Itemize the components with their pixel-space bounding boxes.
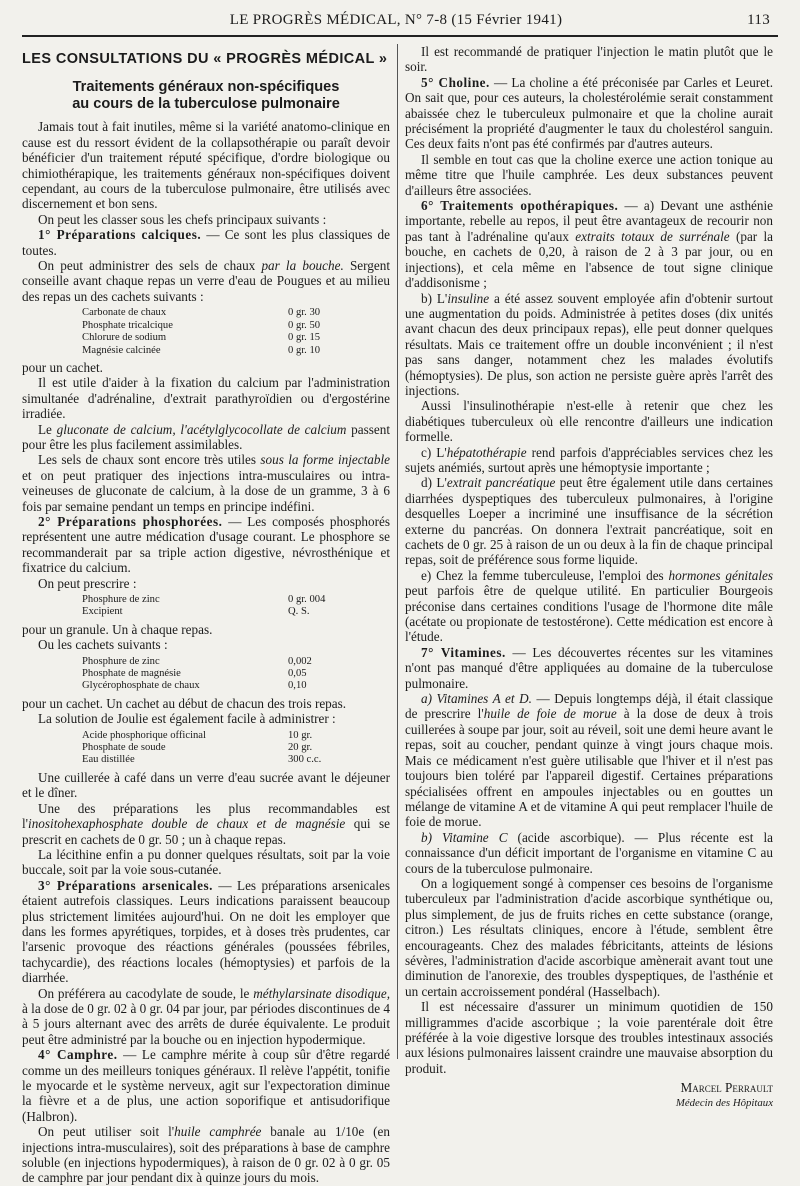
section-7-heading: 7° Vitamines. — [421, 644, 506, 660]
recipe-1-note: pour un cachet. — [22, 359, 103, 375]
section-1-paragraph-2: On peut administrer des sels de chaux par la bouche. Sergent conseille avant chaque repas un verre d'eau de Pougues et au milieu des repas un des cachets suivants : — [22, 258, 390, 304]
recipe-3 — [82, 656, 390, 693]
section-4-paragraph-3: Il est recommandé de pratiquer l'injection le matin plutôt que le soir. — [405, 44, 773, 75]
section-6-paragraph-e: e) Chez la femme tuberculeuse, l'emploi des hormones génitales peut parfois être de quelque utilité. En particulier Bourgeois préconise dans certaines conditions l'usage de l'hormone dite mâle (acétate ou propionate de testostérone). Cette médication est encore à l'étude. — [405, 567, 773, 645]
recipe-row: Phosphure de zinc 0,002 — [82, 655, 312, 667]
section-2-paragraph-5: Une cuillerée à café dans un verre d'eau sucrée avant le déjeuner et le dîner. — [22, 769, 390, 801]
section-1-heading: 1° Préparations calciques. — [38, 227, 202, 243]
section-6-paragraph-b2: Aussi l'insulinothérapie n'est-elle à retenir que chez les diabétiques tuberculeux où elle rencontre d'ailleurs une indication formelle. — [405, 398, 773, 445]
recipe-row: Acide phosphorique officinal 10 gr. — [82, 729, 313, 741]
recipe-4 — [82, 730, 390, 767]
recipe-2 — [82, 594, 390, 619]
recipe-row: Magnésie calcinée 0 gr. 10 — [82, 344, 321, 356]
section-7-paragraph-b2: On a logiquement songé à compenser ces besoins de l'organisme tuberculeux par l'administration d'acide ascorbique synthétique ou, plus simplement, de jus de fruits riches en cette substance (orange, citron.) Les résultats cliniques, encore à l'étude, semblent être encourageants. Chez des malades fébricitants, atteints de lésions sévères, l'administration d'acide ascorbique amènerait avant tout une diminution de l'anorexie, des troubles dyspeptiques, de l'asthénie et un certain accroissement pondéral (Hasselbach). — [405, 875, 773, 999]
left-column — [22, 44, 391, 1186]
section-3-paragraph-2: On préférera au cacodylate de soude, le méthylarsinate disodique, à la dose de 0 gr. 02 à 0 gr. 04 par jour, par périodes discontinues de 4 à 5 jours alternant avec des arrêts de durée équivalente. Le produit peut être administré par la bouche ou en injection hypodermique. — [22, 985, 390, 1047]
section-7-paragraph-b: b) Vitamine C (acide ascorbique). — Plus récente est la connaissance d'un déficit important de l'organisme en vitamine C au cours de la tuberculose pulmonaire. — [405, 829, 773, 876]
article-title-line-1: Traitements généraux non-spécifiques — [72, 79, 340, 96]
section-5-heading: 5° Choline. — [421, 74, 490, 90]
recipe-2-note: pour un granule. Un à chaque repas. — [22, 621, 213, 637]
author-role: Médecin des Hôpitaux — [675, 1096, 773, 1109]
recipe-1 — [82, 307, 390, 357]
section-4-paragraph-2: On peut utiliser soit l'huile camphrée banale au 1/10e (en injections intra-musculaires), soit des préparations à base de camphre soluble (en injections hypodermiques), à raison de 0 gr. 02 à 0 gr. 05 de camphre par jour pendant dix à quinze jours du mois. — [22, 1124, 390, 1186]
section-heading: LES CONSULTATIONS DU « PROGRÈS MÉDICAL » — [22, 51, 388, 67]
section-5-paragraph-2: Il semble en tout cas que la choline exerce une action tonique au même titre que l'huile camphrée. Les deux substances peuvent d'ailleurs être associées. — [405, 151, 773, 198]
running-title: LE PROGRÈS MÉDICAL, N° 7-8 (15 Février 1941) — [229, 12, 563, 28]
recipe-row: Eau distillée 300 c.c. — [82, 754, 322, 766]
section-5-paragraph: 5° Choline. — La choline a été préconisée par Carles et Leuret. On sait que, pour ces auteurs, la cholestérolémie serait constamment abaissée chez le tuberculeux pulmonaire et que la choline aurait précisément la propriété d'augmenter le taux du cholestérol sanguin. Ces deux faits n'ont pas été confirmés par d'autres auteurs. — [405, 74, 773, 152]
section-6-paragraph-a: 6° Traitements opothérapiques. — a) Devant une asthénie importante, rebelle au repos, il peut être avantageux de recourir non pas tant à l'adrénaline qu'aux extraits totaux de surrénale (par la bouche, en cachets de 0,20, à raison de 2 à 3 par jour, ou en injections), et cela même en l'absence de tout signe clinique d'addisonisme ; — [405, 198, 774, 291]
section-6-paragraph-b: b) L'insuline a été assez souvent employée afin d'obtenir surtout une augmentation du poids. Administrée à petites doses (dix unités avant chacun des deux principaux repas), elle peut donner quelques résultats. Mais ce traitement offre un double inconvénient ; il n'est pas sans danger, notamment chez les malades évolutifs (hémoptysies). De plus, son action ne persiste guère après l'arrêt des injections. — [405, 290, 773, 398]
recipe-row: Chlorure de sodium 0 gr. 15 — [82, 332, 321, 344]
column-divider — [397, 44, 398, 1059]
section-1-paragraph-3: Il est utile d'aider à la fixation du calcium par l'administration simultanée d'adrénaline, d'extrait parathyroïdien ou d'ergostérine irradiée. — [22, 375, 390, 422]
recipe-row: Glycérophosphate de chaux 0,10 — [82, 680, 307, 692]
article-title-line-2: au cours de la tuberculose pulmonaire — [72, 96, 340, 113]
article-title — [22, 79, 390, 113]
section-2-paragraph-6: Une des préparations les plus recommandables est l'inositohexaphosphate double de chaux et de magnésie qui se prescrit en cachets de 0 gr. 50 ; un à chaque repas. — [22, 800, 390, 847]
section-6-paragraph-d: d) L'extrait pancréatique peut être également utile dans certaines diarrhées dyspeptiques des tuberculeux pulmonaires, à l'origine desquelles Loeper a incriminé une insuffisance de la sécrétion externe du pancréas. On donnera l'extrait pancréatique, soit en cachets de 0 gr. 25 à raison de un ou deux à la fin de chaque principal repas, soit de préférence sous forme liquide. — [405, 475, 773, 568]
section-1-paragraph-5: Les sels de chaux sont encore très utiles sous la forme injectable et on peut pratiquer des injections intra-musculaires ou intra-veineuses de gluconate de calcium, à la dose de un gramme, 3 à 6 fois par semaine pendant un temps en principe indéfini. — [22, 452, 390, 514]
section-2-paragraph: 2° Préparations phosphorées. — Les composés phosphorés représentent une autre médication d'usage courant. Le phosphore se recommanderait par sa triple action digestive, névrosthénique et fixatrice du calcium. — [22, 513, 390, 576]
section-2-paragraph-2: On peut prescrire : — [38, 575, 137, 591]
recipe-row: Excipient Q. S. — [82, 606, 310, 618]
section-6-paragraph-c: c) L'hépatothérapie rend parfois d'appréciables services chez les sujets anémiés, surtout après une hémoptysie importante ; — [405, 444, 773, 475]
section-4-heading: 4° Camphre. — [38, 1047, 118, 1063]
section-7-paragraph: 7° Vitamines. — Les découvertes récentes sur les vitamines n'ont pas manqué d'être appliquées au domaine de la tuberculose pulmonaire. — [405, 644, 773, 691]
section-2-paragraph-7: La lécithine enfin a pu donner quelques résultats, soit par la voie buccale, soit par la voie sous-cutanée. — [22, 846, 390, 878]
section-1-paragraph-4: Le gluconate de calcium, l'acétylglycocollate de calcium passent pour être les plus facilement assimilables. — [22, 421, 390, 452]
section-3-heading: 3° Préparations arsenicales. — [38, 877, 213, 893]
section-6-heading: 6° Traitements opothérapiques. — [421, 198, 619, 214]
running-head — [22, 12, 770, 32]
recipe-row: Carbonate de chaux 0 gr. 30 — [82, 307, 321, 319]
section-7-paragraph-b3: Il est nécessaire d'assurer un minimum quotidien de 150 milligrammes d'acide ascorbique ; la voie parentérale doit être préférée à la voie digestive lorsque des troubles intestinaux associés aux lésions pulmonaires laissent craindre une mauvaise absorption du produit. — [405, 999, 773, 1076]
recipe-3-note: pour un cachet. Un cachet au début de chacun des trois repas. — [22, 695, 347, 711]
header-rule — [22, 35, 778, 37]
author-signature: Marcel Perrault — [680, 1080, 773, 1096]
section-3-paragraph: 3° Préparations arsenicales. — Les préparations arsenicales étaient autrefois classiques. Leurs indications paraissent beaucoup plus strictement limitées aujourd'hui. On ne doit les employer que dans les formes apyrétiques, torpides, et à doses très prudentes, car l'arsenic provoque des réactions générales (poussées fébriles, tachycardie), des réactions locales (hémoptysies) et parfois de la diarrhée. — [22, 877, 391, 986]
section-7-paragraph-a: a) Vitamines A et D. — Depuis longtemps déjà, il était classique de prescrire l'huile de foie de morue à la dose de deux à trois cuillerées à soupe par jour, soit au réveil, soit une demi heure avant le repas, soit au coucher, pendant quinze à vingt jours chaque mois. Mais ce médicament n'est guère utilisable que l'hiver et il n'est pas toujours bien toléré par l'appareil digestif. Certaines préparations spécialisées offrent en ampoules injectables ou en gouttes un mélange de vitamine A et de vitamine A qui peut remplacer l'huile de foie de morue. — [405, 691, 773, 830]
section-2-heading: 2° Préparations phosphorées. — [38, 513, 223, 529]
right-column — [405, 44, 774, 1109]
recipe-row: Phosphate de magnésie 0,05 — [82, 668, 307, 680]
section-2-paragraph-3: Ou les cachets suivants : — [38, 637, 168, 653]
recipe-row: Phosphate tricalcique 0 gr. 50 — [82, 319, 321, 331]
intro-paragraph: Jamais tout à fait inutiles, même si la variété anatomo-clinique en cause est du ressort évident de la collapsothérapie ou paraît devoir bénéficier d'un traitement réputé spécifique, d'ordre biologique ou chimiothérapique, les traitements généraux non-spécifiques doivent cependant, au cours de la tuberculose pulmonaire, être utilisés avec discernement et bon sens. — [22, 119, 390, 212]
section-2-paragraph-4: La solution de Joulie est également facile à administrer : — [38, 711, 336, 727]
section-1-paragraph: 1° Préparations calciques. — Ce sont les plus classiques de toutes. — [22, 227, 391, 258]
section-4-paragraph: 4° Camphre. — Le camphre mérite à coup sûr d'être regardé comme un des meilleurs toniques généraux. Il relève l'appétit, tonifie le myocarde et le système nerveux, agit sur l'expectoration diminue la fièvre et a de plus, une action soporifique et antisudorifique (Halbron). — [22, 1047, 391, 1124]
page-number: 113 — [747, 12, 770, 28]
recipe-row: Phosphure de zinc 0 gr. 004 — [82, 594, 326, 605]
intro-paragraph-2: On peut les classer sous les chefs principaux suivants : — [38, 211, 327, 227]
recipe-row: Phosphate de soude 20 gr. — [82, 742, 313, 754]
